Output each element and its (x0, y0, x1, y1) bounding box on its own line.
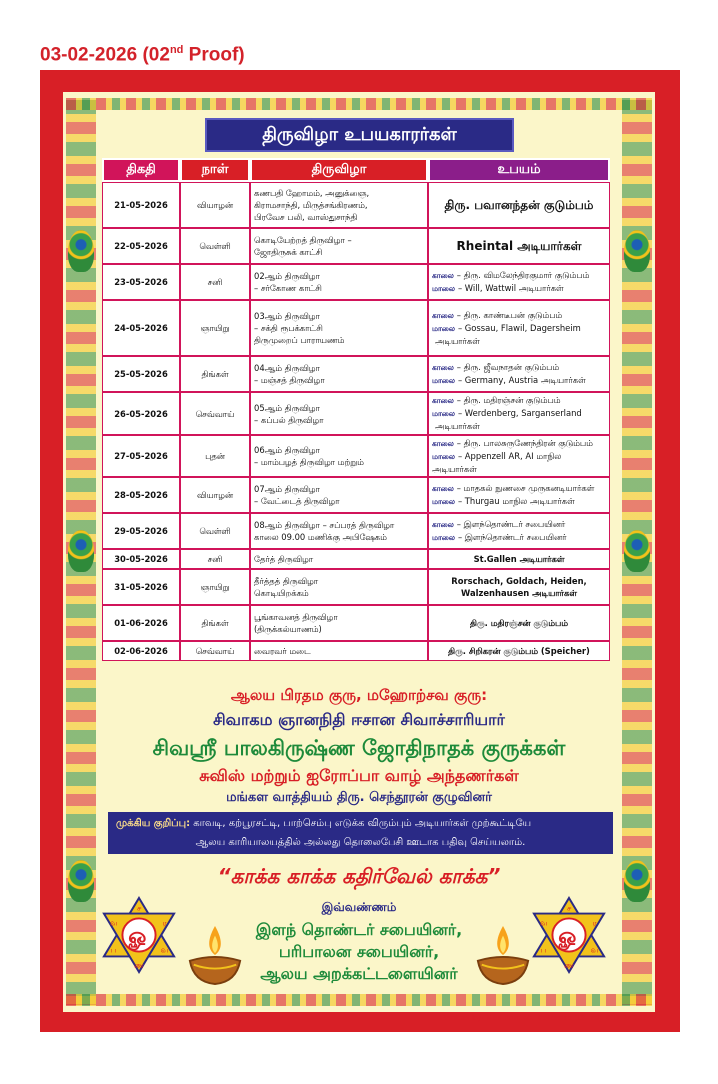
sponsor-line: மாலை – Appenzell AR, AI மாநில அடியார்கள் (432, 451, 562, 474)
festival-line: வைரவர் மடை (254, 646, 311, 656)
session-label: காலை (432, 396, 454, 405)
cell-date: 24-05-2026 (102, 300, 180, 356)
table-row (102, 392, 610, 435)
cell-sponsor (428, 392, 610, 435)
cell-date: 01-06-2026 (102, 605, 180, 641)
session-label: மாலை (432, 284, 455, 293)
cell-date: 23-05-2026 (102, 264, 180, 300)
sponsor-line: Walzenhausen அடியார்கள் (461, 588, 577, 598)
session-label: காலை (432, 363, 454, 372)
cell-date: 21-05-2026 (102, 182, 180, 228)
sponsor-line: அடியார்கள் (435, 421, 480, 431)
cell-day: ஞாயிறு (180, 569, 250, 605)
cell-sponsor (428, 182, 610, 228)
sponsor-line: திரு. மதிரஞ்சன் குடும்பம் (470, 618, 568, 628)
svg-text:ர: ர (162, 918, 167, 928)
cell-sponsor (428, 356, 610, 392)
page-title: திருவிழா உபயகாரர்கள் (205, 118, 514, 152)
festival-line: 08ஆம் திருவிழா – சப்பரத் திருவிழா (254, 520, 395, 530)
session-label: மாலை (432, 376, 455, 385)
by-label: இவ்வண்ணம் (321, 900, 397, 914)
table-row (102, 605, 610, 641)
music-group: மங்கள வாத்தியம் திரு. செந்தூரன் குழுவினர் (226, 790, 492, 805)
svg-text:வ: வ (109, 918, 118, 928)
cell-day: செவ்வாய் (180, 392, 250, 435)
cell-festival (250, 356, 428, 392)
sponsor-line: Rorschach, Goldach, Heiden, (451, 576, 587, 586)
session-label: மாலை (432, 409, 455, 418)
sponsor-line: காலை – திரு. பாலசுருணேந்திரன் குடும்பம் (432, 438, 593, 448)
svg-text:வ: வ (590, 945, 599, 955)
festival-line: – மாம்பழத் திருவிழா மற்றும் (254, 457, 364, 467)
cell-day: புதன் (180, 435, 250, 477)
festival-line: 02ஆம் திருவிழா (254, 271, 320, 281)
chief-priest-label: ஆலய பிரதம குரு, மஹோற்சவ குரு: (230, 686, 488, 704)
cell-day: வெள்ளி (180, 513, 250, 549)
cell-festival (250, 513, 428, 549)
svg-text:ப: ப (110, 945, 117, 955)
sponsor-line: காலை – திரு. ஜீவநாதன் குடும்பம் (432, 362, 560, 372)
session-label: காலை (432, 484, 454, 493)
festival-line: – சக்தி ரூபக்காட்சி (254, 323, 323, 333)
cell-festival (250, 392, 428, 435)
festival-line: கொடியிறக்கம் (254, 588, 309, 598)
peacock-right-icon (624, 230, 650, 272)
header-festival: திருவிழா (250, 158, 428, 182)
cell-sponsor (428, 264, 610, 300)
cell-sponsor (428, 641, 610, 661)
svg-text:வ: வ (539, 918, 548, 928)
peacock-left-icon (68, 530, 94, 572)
table-row (102, 356, 610, 392)
peacock-left-icon (68, 230, 94, 272)
header-sponsor: உபயம் (428, 158, 610, 182)
table-row (102, 569, 610, 605)
cell-sponsor (428, 477, 610, 513)
om-yantra-icon (530, 896, 608, 974)
sponsor-line: மாலை – இளந்தொண்டர் சபையினர் (432, 532, 567, 542)
cell-date: 02-06-2026 (102, 641, 180, 661)
cell-festival (250, 264, 428, 300)
cell-sponsor (428, 549, 610, 569)
om-glyph: ௐ (128, 923, 150, 949)
cell-date: 31-05-2026 (102, 569, 180, 605)
cell-festival (250, 477, 428, 513)
priest-name: சிவஸ்ரீ பாலகிருஷ்ண ஜோதிநாதக் குருக்கள் (152, 736, 566, 760)
cell-date: 27-05-2026 (102, 435, 180, 477)
festival-line: – மஞ்சத் திருவிழா (254, 375, 325, 385)
cell-sponsor (428, 605, 610, 641)
festival-line: 03ஆம் திருவிழா (254, 311, 320, 321)
header-day: நாள் (180, 158, 250, 182)
sponsor-line: மாலை – Germany, Austria அடியார்கள் (432, 375, 586, 385)
organizer-1: இளந் தொண்டர் சபையினர், (255, 920, 463, 939)
bottom-border-decoration (66, 994, 652, 1006)
table-row (102, 264, 610, 300)
festival-line: தேர்த் திருவிழா (254, 554, 314, 564)
session-label: மாலை (432, 452, 455, 461)
table-row (102, 182, 610, 228)
proof-label: 03-02-2026 (02nd Proof) (40, 44, 245, 66)
sponsor-line: திரு. சிறிகரன் குடும்பம் (Speicher) (448, 646, 590, 656)
session-label: மாலை (432, 323, 455, 333)
oil-lamp-icon (186, 924, 244, 986)
cell-festival (250, 182, 428, 228)
sponsor-line: மாலை – Gossau, Flawil, Dagersheim (432, 322, 581, 333)
sponsor-line: மாலை – Thurgau மாநில அடியார்கள் (432, 496, 575, 506)
important-note: முக்கிய குறிப்பு: காவடி, கற்பூரசட்டி, பாற்செம்பு எடுக்க விரும்பும் அடியார்கள் முற்கூட்டியே ஆலய காரியாலயத்தில் அல்லது தொலைபேசி ஊடாக பதிவு செய்யலாம். (108, 812, 613, 854)
svg-text:ண: ண (134, 961, 144, 971)
svg-text:ௐ: ௐ (558, 923, 580, 949)
sponsor-line: அடியார்கள் (435, 335, 480, 346)
oil-lamp-icon (474, 924, 532, 986)
cell-festival (250, 228, 428, 264)
cell-sponsor (428, 435, 610, 477)
om-yantra-icon (100, 896, 178, 974)
slogan: “காக்க காக்க கதிர்வேல் காக்க” (217, 864, 501, 888)
cell-date: 26-05-2026 (102, 392, 180, 435)
cell-festival (250, 300, 428, 356)
cell-date: 28-05-2026 (102, 477, 180, 513)
table-row (102, 300, 610, 356)
session-label: மாலை (432, 533, 455, 542)
svg-text:வ: வ (160, 945, 169, 955)
sponsor-line: காலை – இளந்தொண்டர் சபையினர் (432, 519, 566, 529)
cell-festival (250, 641, 428, 661)
cell-date: 29-05-2026 (102, 513, 180, 549)
sponsor-line: மாலை – Will, Wattwil அடியார்கள் (432, 283, 564, 293)
session-label: மாலை (432, 497, 455, 506)
table-row (102, 435, 610, 477)
cell-date: 22-05-2026 (102, 228, 180, 264)
festival-line: கணபதி ஹோமம், அனுக்ஞை, (254, 188, 370, 198)
svg-text:ச: ச (566, 903, 572, 913)
header-date: திகதி (102, 158, 180, 182)
festival-line: கொடியேற்றத் திருவிழா – (254, 235, 352, 245)
cell-festival (250, 435, 428, 477)
cell-day: வியாழன் (180, 182, 250, 228)
festival-line: ஜோதிருசுக் காட்சி (254, 247, 323, 257)
svg-text:ச: ச (136, 903, 142, 913)
cell-festival (250, 605, 428, 641)
sponsor-line: காலை – திரு. விமலேந்திரகுமார் குடும்பம் (432, 270, 590, 280)
organizer-2: பரிபாலன சபையினர், (278, 942, 440, 961)
cell-sponsor (428, 300, 610, 356)
top-border-decoration (66, 98, 652, 110)
svg-text:ப: ப (540, 945, 547, 955)
session-label: காலை (432, 520, 454, 529)
festival-line: 04ஆம் திருவிழா (254, 363, 320, 373)
sponsor-line: காலை – திரு. மதிரஞ்சன் குடும்பம் (432, 395, 561, 405)
schedule-table (102, 158, 610, 661)
priests-group: சுவிஸ் மற்றும் ஐரோப்பா வாழ் அந்தணர்கள் (199, 766, 519, 785)
festival-line: பிரவேச பலி, வாஸ்துசாந்தி (254, 212, 358, 222)
table-row (102, 513, 610, 549)
organizer-3: ஆலய அறக்கட்டளையினர் (260, 964, 458, 983)
table-row (102, 228, 610, 264)
festival-line: – வேட்டைத் திருவிழா (254, 496, 340, 506)
table-row (102, 641, 610, 661)
session-label: காலை (432, 310, 454, 320)
festival-line: (திருக்கல்யாணம்) (254, 624, 322, 634)
festival-line: 06ஆம் திருவிழா (254, 445, 320, 455)
festival-line: – கப்பல் திருவிழா (254, 414, 324, 425)
sponsor-line: காலை – திரு. காண்டீபன் குடும்பம் (432, 309, 563, 320)
cell-day: வெள்ளி (180, 228, 250, 264)
festival-line: தீர்த்தத் திருவிழா (254, 576, 319, 586)
festival-line: திருமுறைப் பாராயணம் (254, 335, 345, 345)
cell-festival (250, 549, 428, 569)
festival-line: 05ஆம் திருவிழா (254, 402, 320, 413)
cell-day: செவ்வாய் (180, 641, 250, 661)
peacock-right-icon (624, 530, 650, 572)
sponsor-line: திரு. பவானந்தன் குடும்பம் (444, 198, 594, 212)
cell-day: ஞாயிறு (180, 300, 250, 356)
festival-line: 07ஆம் திருவிழா (254, 484, 320, 494)
festival-line: காலை 09.00 மணிக்கு அபிஷேகம் (254, 532, 387, 542)
festival-line: பூங்காவனத் திருவிழா (254, 612, 338, 622)
sponsor-line: காலை – மாதகல் நுணசை முருகனடியார்கள் (432, 483, 595, 493)
table-row (102, 549, 610, 569)
cell-sponsor (428, 569, 610, 605)
priest-title: சிவாகம ஞானநிதி ஈசான சிவாச்சாரியார் (213, 710, 505, 729)
cell-day: வியாழன் (180, 477, 250, 513)
festival-line: கிராமசாந்தி, மிருத்சங்கிரணம், (254, 200, 368, 210)
svg-text:ண: ண (564, 961, 574, 971)
cell-festival (250, 569, 428, 605)
session-label: காலை (432, 439, 454, 448)
sponsor-line: மாலை – Werdenberg, Sarganserland (432, 408, 582, 418)
session-label: காலை (432, 271, 454, 280)
cell-day: சனி (180, 549, 250, 569)
cell-day: திங்கள் (180, 605, 250, 641)
printer-credit: Printed by: Sun Printek- Colombo-13. Tel: 011 2433641 (440, 1014, 658, 1022)
cell-day: திங்கள் (180, 356, 250, 392)
sponsor-line: St.Gallen அடியார்கள் (473, 554, 565, 564)
cell-sponsor (428, 228, 610, 264)
festival-line: – சர்கோண காட்சி (254, 283, 322, 293)
cell-sponsor (428, 513, 610, 549)
svg-text:ர: ர (592, 918, 597, 928)
cell-date: 30-05-2026 (102, 549, 180, 569)
table-row (102, 477, 610, 513)
cell-date: 25-05-2026 (102, 356, 180, 392)
sponsor-line: Rheintal அடியார்கள் (456, 239, 582, 253)
cell-day: சனி (180, 264, 250, 300)
